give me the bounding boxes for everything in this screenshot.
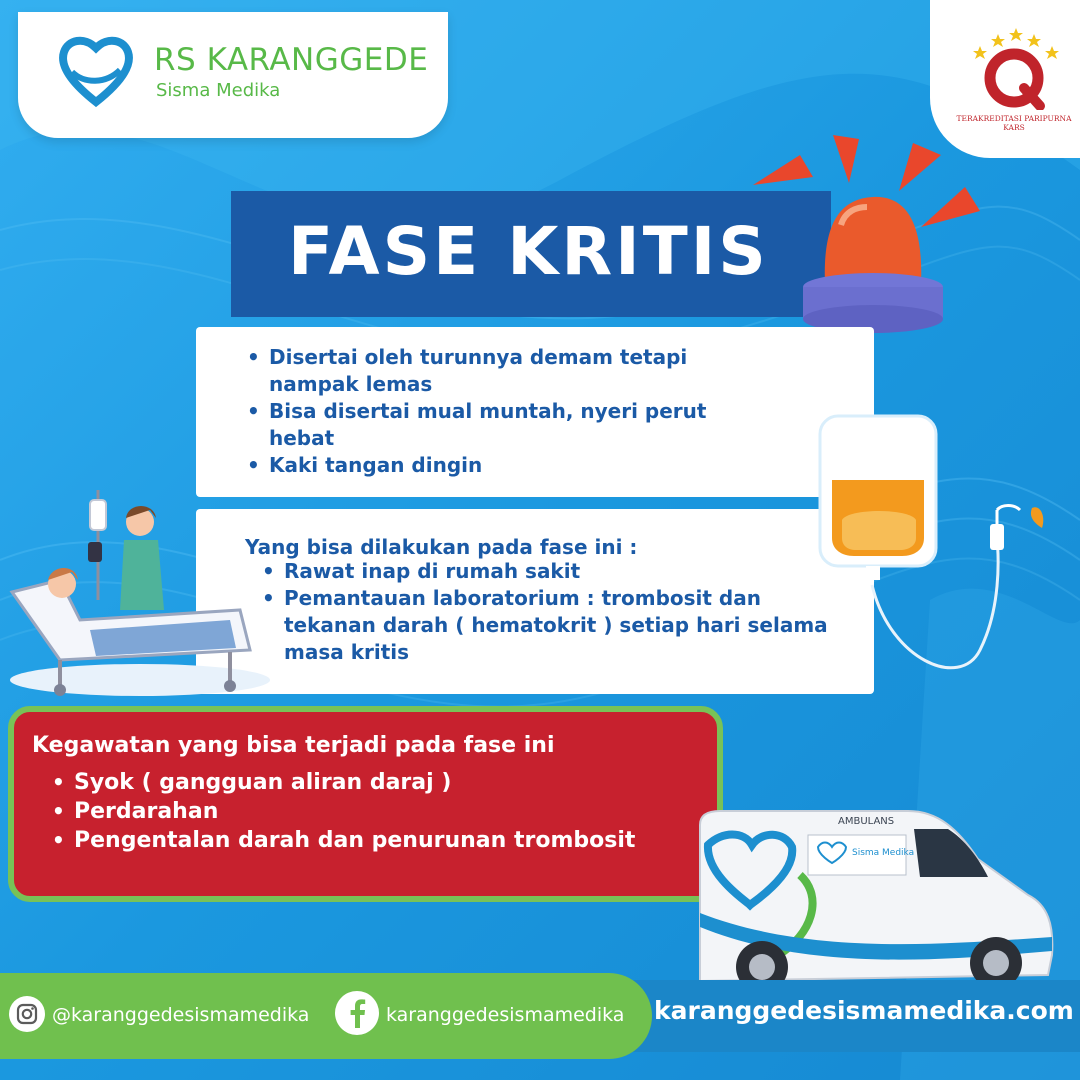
emergency-title: Kegawatan yang bisa terjadi pada fase ini [32,733,555,758]
list-item: • Rawat inap di rumah sakit [258,558,828,585]
actions-list [258,558,828,666]
instagram-icon[interactable] [8,995,46,1033]
actions-intro: Yang bisa dilakukan pada fase ini : [245,535,638,559]
instagram-handle[interactable]: @karanggedesismamedika [52,1004,310,1026]
ambulance-illustration [688,805,1060,1000]
ambulance-label: AMBULANS [838,816,895,827]
symptoms-list [243,344,763,479]
heart-logo-icon [58,32,134,108]
ambulance-side-text: Sisma Medika [852,848,915,858]
accreditation-badge-icon [966,24,1062,110]
list-item: • Kaki tangan dingin [243,452,763,479]
facebook-icon[interactable] [334,990,380,1036]
accreditation-text: TERAKREDITASI PARIPURNA KARS [956,114,1072,132]
facebook-handle[interactable]: karanggedesismamedika [386,1004,625,1026]
hospital-bed-illustration [0,480,280,710]
siren-icon [745,135,1015,350]
hospital-subtitle: Sisma Medika [156,80,281,101]
iv-bag-icon [810,410,1080,700]
hospital-name: RS KARANGGEDE [154,42,429,78]
list-item: • Perdarahan [48,797,708,826]
emergency-list [48,768,708,855]
list-item: • Disertai oleh turunnya demam tetapi nampak lemas [243,344,763,398]
list-item: • Syok ( gangguan aliran daraj ) [48,768,708,797]
list-item: • Pengentalan darah dan penurunan trombosit [48,826,708,855]
page-title: FASE KRITIS [288,213,769,290]
list-item: • Bisa disertai mual muntah, nyeri perut hebat [243,398,763,452]
logo-card [18,12,448,138]
website-link[interactable]: karanggedesismamedika.com [654,996,1074,1025]
list-item: • Pemantauan laboratorium : trombosit dan tekanan darah ( hematokrit ) setiap hari selama masa kritis [258,585,828,666]
